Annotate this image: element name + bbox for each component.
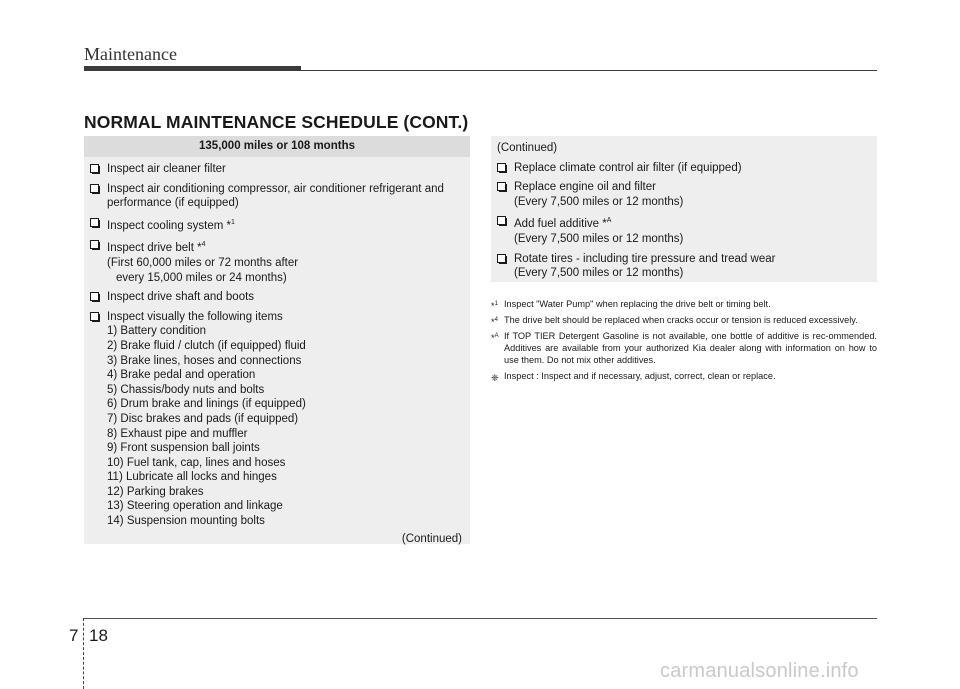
item-text: Inspect air conditioning compressor, air conditioner refrigerant and performance (if equipped) [107,182,444,210]
checkbox-icon [497,216,507,226]
checkbox-icon [90,164,100,174]
footnote-text: Inspect : Inspect and if necessary, adjust, correct, clean or replace. [504,371,776,381]
left-box-body [84,157,470,546]
visual-item: 8) Exhaust pipe and muffler [107,427,248,440]
checkbox-icon [90,312,100,322]
checklist-item [90,216,464,234]
visual-item: 9) Front suspension ball joints [107,442,260,455]
checklist-item [90,290,464,305]
visual-item: 1) Battery condition [107,325,207,338]
section-title: NORMAL MAINTENANCE SCHEDULE (CONT.) [84,112,469,132]
item-subline: (First 60,000 miles or 72 months after [107,256,299,269]
footnote-marker: *$^4$ [491,317,498,328]
checkbox-icon [497,163,507,173]
continued-label: (Continued) [401,532,462,545]
footnote-ref: 1 [231,218,235,226]
checkbox-icon [497,182,507,192]
footnote-text: If TOP TIER Detergent Gasoline is not available, one bottle of additive is rec-ommended. Additives are available from your authorized Kia dealer along with information on how to use them. Do not mix other additives. [504,331,877,365]
item-text: Inspect visually the following items [107,310,283,323]
item-text: Add fuel additive * [514,218,607,231]
page-number: 18 [89,626,108,645]
footnote [491,314,877,326]
checkbox-icon [90,218,100,228]
visual-item: 3) Brake lines, hoses and connections [107,354,302,367]
checkbox-icon [90,240,100,250]
item-text: Rotate tires - including tire pressure and tread wear [514,252,776,265]
checklist-item [90,162,464,177]
footnote-marker: ❈ [491,373,499,384]
checkbox-icon [90,292,100,302]
visual-item: 14) Suspension mounting bolts [107,515,265,528]
checkbox-icon [90,184,100,194]
page-header-title: Maintenance [84,44,177,64]
checklist-item [90,182,464,211]
schedule-box-left [84,136,470,544]
checklist-item [497,180,871,209]
item-subline: every 15,000 miles or 24 months) [116,271,287,284]
item-text: Replace climate control air filter (if equipped) [514,161,742,174]
chapter-number: 7 [69,626,79,645]
footer-rule [84,618,877,619]
continued-label: (Continued) [497,142,558,154]
item-subline: (Every 7,500 miles or 12 months) [514,195,684,208]
footnote-ref: A [606,217,612,225]
visual-item: 7) Disc brakes and pads (if equipped) [107,412,299,425]
visual-item: 12) Parking brakes [107,485,204,498]
item-text: Inspect air cleaner filter [107,163,226,175]
checklist-item [497,214,871,246]
checklist-item [90,310,464,529]
checklist-item [90,238,464,285]
visual-item: 11) Lubricate all locks and hinges [107,471,277,484]
item-text: Inspect drive belt * [107,242,202,255]
checklist-item [497,161,871,176]
visual-item: 6) Drum brake and linings (if equipped) [107,398,306,411]
footer-divider [83,618,84,689]
watermark: carmanualsonline.info [660,660,859,682]
visual-item: 2) Brake fluid / clutch (if equipped) fluid [107,339,306,352]
right-box-body [491,136,877,281]
footnote [491,370,877,382]
checklist-item [497,252,871,281]
item-subline: (Every 7,500 miles or 12 months) [514,267,684,280]
item-text: Inspect cooling system * [107,219,232,232]
footnote-marker: *$^A$ [491,333,499,344]
footnote [491,298,877,310]
item-text: Replace engine oil and filter [514,181,656,194]
item-subline: (Every 7,500 miles or 12 months) [514,232,684,245]
header-rule-thin [301,70,877,71]
visual-item: 5) Chassis/body nuts and bolts [107,383,265,396]
item-text: Inspect drive shaft and boots [107,291,255,304]
footnotes [491,298,877,386]
visual-item: 4) Brake pedal and operation [107,369,256,382]
visual-item: 13) Steering operation and linkage [107,500,283,513]
footnote-marker: *$^1$ [491,301,498,312]
footnote [491,330,877,366]
footnote-text: Inspect "Water Pump" when replacing the drive belt or timing belt. [504,299,771,309]
footnote-text: The drive belt should be replaced when cracks occur or tension is reduced excessively. [504,315,858,325]
checkbox-icon [497,254,507,264]
interval-heading: 135,000 miles or 108 months [84,136,470,157]
visual-item: 10) Fuel tank, cap, lines and hoses [107,456,286,469]
footnote-ref: 4 [201,241,206,249]
schedule-box-right [491,136,877,282]
header-rule-thick [84,66,301,71]
